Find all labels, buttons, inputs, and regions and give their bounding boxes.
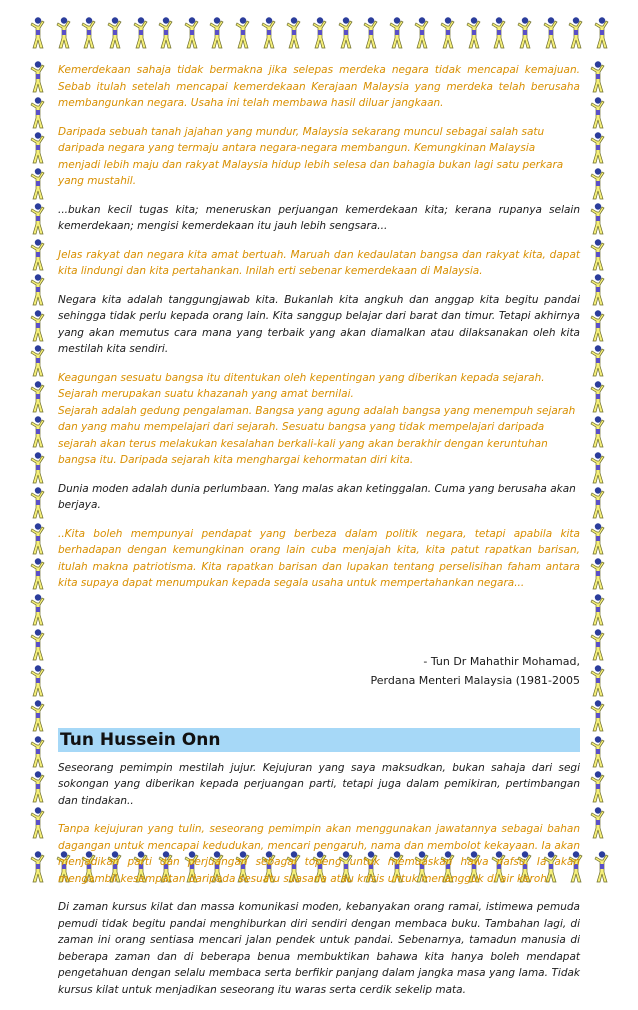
quote-paragraph: Daripada sebuah tanah jajahan yang mundur, Malaysia sekarang muncul sebagai salah satu daripada negara yang termaju antara negara-negara membangun. Kemungkinan Malaysia menjadi lebih maju dan rakyat Malaysia hidup lebih selesa dan bahagia bukan lagi satu perkara yang mustahil. bbox=[58, 125, 564, 187]
waving-figure-icon bbox=[588, 415, 606, 449]
waving-figure-icon bbox=[28, 628, 46, 662]
waving-figure-icon bbox=[182, 16, 200, 50]
waving-figure-icon bbox=[588, 557, 606, 591]
waving-figure-icon bbox=[28, 131, 46, 165]
quote-paragraph: Dunia moden adalah dunia perlumbaan. Yang malas akan ketinggalan. Cuma yang berusaha akan berjaya. bbox=[58, 482, 576, 511]
section-heading: Tun Hussein Onn bbox=[58, 728, 580, 752]
waving-figure-icon bbox=[28, 593, 46, 627]
waving-figure-icon bbox=[592, 850, 610, 884]
waving-figure-icon bbox=[28, 735, 46, 769]
waving-figure-icon bbox=[588, 628, 606, 662]
waving-figure-icon bbox=[28, 850, 46, 884]
quote-paragraph: Di zaman kursus kilat dan massa komunikasi moden, kebanyakan orang ramai, istimewa pemuda pemudi tidak begitu pandai menghiburkan diri sendiri dengan membaca buku. Tambahan lagi, di zaman ini orang sentiasa mencari jalan pendek untuk pandai. Sebenarnya, tamadun manusia di beberapa zaman dan di beberapa benua membuktikan bahawa kita hanya boleh mendapat pengetahuan dengan selalu membaca serta berfikir panjang dalam jangka masa yang lama. Tidak kursus kilat untuk menjadikan seseorang itu waras serta cerdik sekelip mata. bbox=[58, 901, 580, 996]
waving-figure-icon bbox=[588, 522, 606, 556]
waving-figure-icon bbox=[233, 16, 251, 50]
waving-figure-icon bbox=[592, 16, 610, 50]
waving-figure-icon bbox=[28, 202, 46, 236]
waving-figure-icon bbox=[464, 16, 482, 50]
quote-paragraph: Kemerdekaan sahaja tidak bermakna jika selepas merdeka negara tidak mencapai kemajuan. Sebab itulah setelah mencapai kemerdekaan Kerajaan Malaysia yang merdeka telah berusaha membangunkan negara. Usaha ini telah membawa hasil diluar jangkaan. bbox=[58, 64, 580, 109]
waving-figure-icon bbox=[566, 16, 584, 50]
waving-figure-icon bbox=[588, 96, 606, 130]
signature-name: - Tun Dr Mahathir Mohamad, bbox=[423, 654, 580, 668]
waving-figure-icon bbox=[588, 167, 606, 201]
waving-figure-icon bbox=[588, 806, 606, 840]
waving-figure-icon bbox=[588, 451, 606, 485]
waving-figure-icon bbox=[588, 735, 606, 769]
waving-figure-icon bbox=[28, 557, 46, 591]
waving-figure-icon bbox=[28, 486, 46, 520]
waving-figure-icon bbox=[54, 16, 72, 50]
quote-paragraph: ...bukan kecil tugas kita; meneruskan perjuangan kemerdekaan kita; kerana rupanya selain kemerdekaan; mengisi kemerdekaan itu jauh lebih sengsara... bbox=[58, 203, 580, 232]
waving-figure-icon bbox=[361, 16, 379, 50]
quote-paragraph: ..Kita boleh mempunyai pendapat yang berbeza dalam politik negara, tetapi apabila kita berhadapan dengan kemungkinan orang lain cuba menjajah kita, kita patut rapatkan barisan, itulah makna patriotisma. Kita rapatkan barisan dan lupakan tentang perselisihan faham antara kita supaya dapat menumpukan kepada segala usaha untuk mempertahankan negara... bbox=[58, 527, 580, 589]
quote-paragraph: Seseorang pemimpin mestilah jujur. Kejujuran yang saya maksudkan, bukan sahaja dari segi sokongan yang diberikan kepada perjuangan parti, tetapi juga dalam pemikiran, pertimbangan dan tindakan.. bbox=[58, 761, 580, 807]
waving-figure-icon bbox=[588, 699, 606, 733]
quote-paragraph: Jelas rakyat dan negara kita amat bertuah. Maruah dan kedaulatan bangsa dan rakyat kita, dapat kita lindungi dan kita pertahankan. Inilah erti sebenar kemerdekaan di Malaysia. bbox=[58, 248, 580, 277]
waving-figure-icon bbox=[588, 664, 606, 698]
waving-figure-icon bbox=[541, 16, 559, 50]
waving-figure-icon bbox=[28, 806, 46, 840]
border-top bbox=[28, 16, 610, 52]
waving-figure-icon bbox=[588, 60, 606, 94]
waving-figure-icon bbox=[588, 593, 606, 627]
waving-figure-icon bbox=[588, 486, 606, 520]
waving-figure-icon bbox=[588, 238, 606, 272]
quote-paragraph: Keagungan sesuatu bangsa itu ditentukan oleh kepentingan yang diberikan kepada sejarah. Sejarah merupakan suatu khazanah yang amat bernilai. bbox=[58, 371, 545, 400]
waving-figure-icon bbox=[79, 16, 97, 50]
waving-figure-icon bbox=[28, 167, 46, 201]
waving-figure-icon bbox=[412, 16, 430, 50]
signature-title: Perdana Menteri Malaysia (1981-2005 bbox=[370, 673, 580, 687]
waving-figure-icon bbox=[28, 522, 46, 556]
waving-figure-icon bbox=[588, 202, 606, 236]
waving-figure-icon bbox=[28, 16, 46, 50]
waving-figure-icon bbox=[28, 60, 46, 94]
waving-figure-icon bbox=[28, 344, 46, 378]
waving-figure-icon bbox=[207, 16, 225, 50]
waving-figure-icon bbox=[284, 16, 302, 50]
waving-figure-icon bbox=[588, 770, 606, 804]
waving-figure-icon bbox=[259, 16, 277, 50]
waving-figure-icon bbox=[28, 380, 46, 414]
waving-figure-icon bbox=[28, 451, 46, 485]
waving-figure-icon bbox=[28, 415, 46, 449]
waving-figure-icon bbox=[28, 664, 46, 698]
signature-block bbox=[58, 652, 580, 690]
waving-figure-icon bbox=[588, 380, 606, 414]
border-left bbox=[28, 60, 50, 840]
waving-figure-icon bbox=[28, 770, 46, 804]
waving-figure-icon bbox=[156, 16, 174, 50]
waving-figure-icon bbox=[588, 309, 606, 343]
waving-figure-icon bbox=[438, 16, 456, 50]
waving-figure-icon bbox=[28, 309, 46, 343]
border-right bbox=[588, 60, 610, 840]
waving-figure-icon bbox=[336, 16, 354, 50]
waving-figure-icon bbox=[588, 273, 606, 307]
page-content bbox=[58, 62, 580, 1010]
waving-figure-icon bbox=[588, 131, 606, 165]
quote-paragraph: Sejarah adalah gedung pengalaman. Bangsa yang agung adalah bangsa yang menempuh sejarah dan yang mahu mempelajari dari sejarah. Sesuatu bangsa yang tidak mempelajari daripada sejarah akan terus melakukan kesalahan berkali-kali yang akan berakhir dengan keruntuhan bangsa itu. Daripada sejarah kita menghargai kehormatan diri kita. bbox=[58, 404, 576, 466]
waving-figure-icon bbox=[105, 16, 123, 50]
waving-figure-icon bbox=[310, 16, 328, 50]
waving-figure-icon bbox=[131, 16, 149, 50]
waving-figure-icon bbox=[28, 96, 46, 130]
waving-figure-icon bbox=[588, 344, 606, 378]
waving-figure-icon bbox=[28, 238, 46, 272]
waving-figure-icon bbox=[387, 16, 405, 50]
waving-figure-icon bbox=[28, 273, 46, 307]
quote-paragraph: Tanpa kejujuran yang tulin, seseorang pemimpin akan menggunakan jawatannya sebagai bahan dagangan untuk mencapai kedudukan, mencari pengaruh, nama dan membolot kekayaan. Ia akan menjadikan parti dan perjuangan sebagai topeng untuk memuaskan hawa nafsu. Ia akan mengambil kesempatan daripada sesuatu suasana atau krisis untuk menangguk di air keroh. bbox=[58, 823, 580, 885]
waving-figure-icon bbox=[28, 699, 46, 733]
waving-figure-icon bbox=[489, 16, 507, 50]
quote-paragraph: Negara kita adalah tanggungjawab kita. Bukanlah kita angkuh dan anggap kita begitu pandai sehingga tidak perlu kepada orang lain. Kita sanggup belajar dari barat dan timur. Tetapi akhirnya yang akan memutus cara mana yang terbaik yang akan diamalkan atau dilaksanakan oleh kita mestilah kita sendiri. bbox=[58, 293, 580, 355]
waving-figure-icon bbox=[515, 16, 533, 50]
